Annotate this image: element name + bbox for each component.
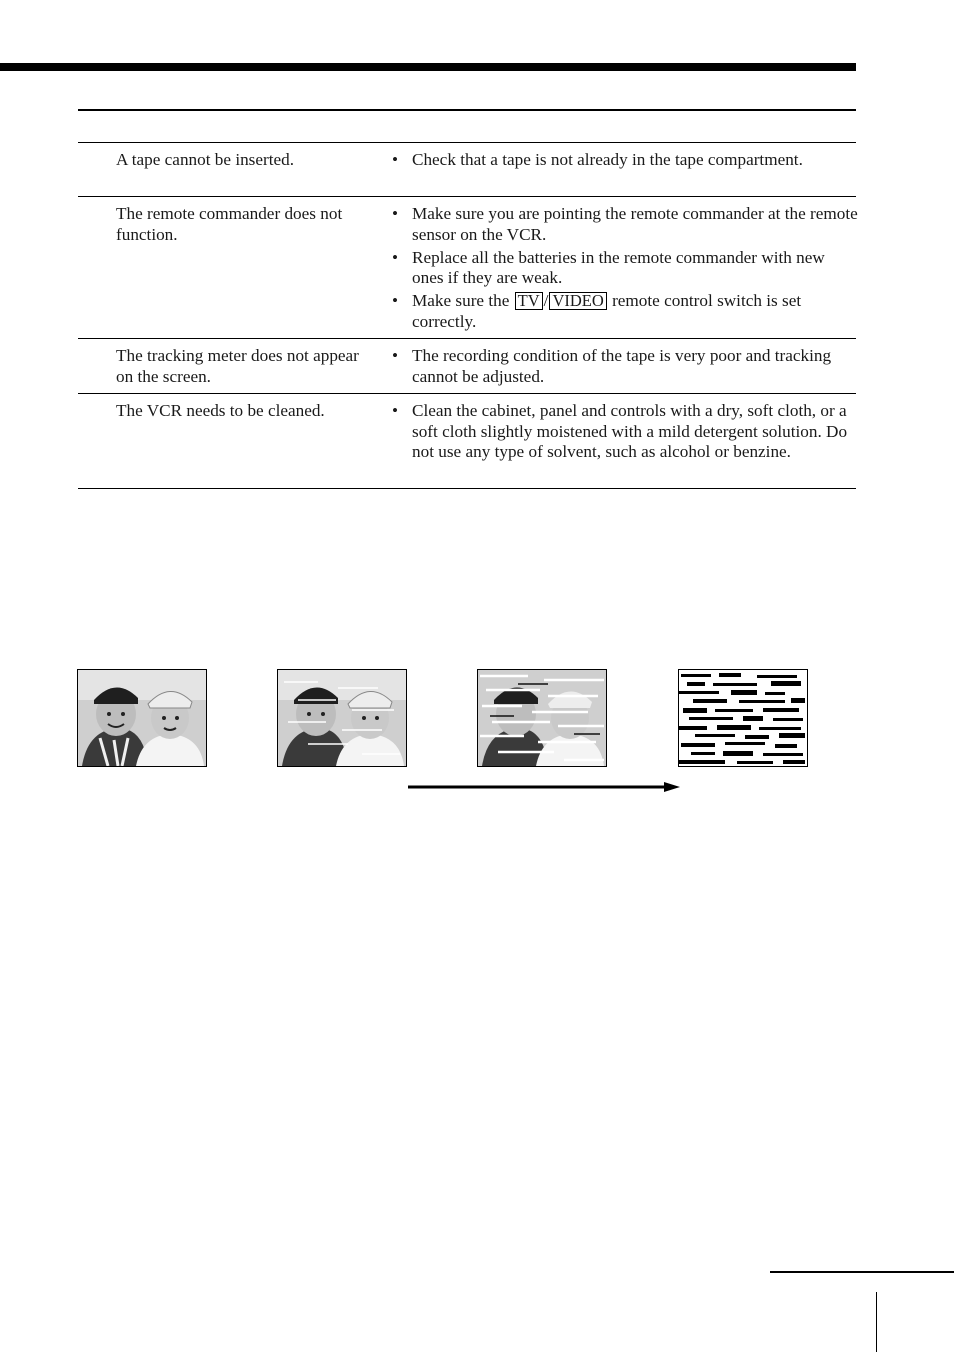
remedy-item [392,401,858,463]
snow-noise-picture-image [678,669,808,767]
remedy-text-pre: Make sure the [412,291,514,310]
arrow-right-icon [408,780,680,794]
remedy-item [392,150,858,171]
remedy-list [392,204,858,335]
bullet-glyph: • [392,204,399,223]
bullet-glyph: • [392,247,399,267]
key-separator: / [543,291,549,310]
remedy-text: Check that a tape is not already in the tape compartment. [412,150,803,169]
footer-corner-rule [770,1271,954,1273]
remedy-text: Make sure you are pointing the remote commander at the remote sensor on the VCR. [412,204,858,244]
remedy-item [392,346,858,387]
bullet-glyph: • [392,346,399,365]
remedy-text: Replace all the batteries in the remote commander with new ones if they are weak. [412,247,825,287]
snow-noise-graphic [679,670,807,766]
remedy-item [392,248,858,289]
clear-picture-image [77,669,207,767]
remedy-item [392,204,858,245]
bullet-glyph: • [392,150,399,169]
problem-cell: The VCR needs to be cleaned. [116,401,325,420]
tv-key-label: TV [515,292,543,310]
bullet-glyph: • [392,401,399,420]
table-row [78,338,856,394]
remedy-text: The recording condition of the tape is very poor and tracking cannot be adjusted. [412,346,832,386]
table-row [78,393,856,489]
table-row [78,142,856,197]
remedy-text-post: remote control switch is set correctly. [412,291,802,331]
children-photo-graphic [78,670,206,766]
table-row [78,196,856,339]
table-top-rule [78,109,856,111]
margin-rule [876,1292,877,1352]
problem-cell: A tape cannot be inserted. [116,150,295,169]
children-photo-light-noise-graphic [278,670,406,766]
problem-cell: The remote commander does not function. [116,204,343,244]
remedy-list [392,150,858,173]
remedy-item [392,291,858,332]
remedy-text: Clean the cabinet, panel and controls with a dry, soft cloth, or a soft cloth slightly moistened with a mild detergent solution. Do not use any type of solvent, such as alcohol or benzine. [412,401,848,461]
video-key-label: VIDEO [549,292,606,310]
remedy-list [392,401,858,465]
header-bar [0,63,856,71]
children-photo-heavy-noise-graphic [478,670,606,766]
heavy-noise-picture-image [477,669,607,767]
table-bottom-rule [78,488,856,489]
bullet-glyph: • [392,291,399,310]
light-noise-picture-image [277,669,407,767]
problem-cell: The tracking meter does not appear on the screen. [116,346,359,386]
remedy-list [392,346,858,390]
